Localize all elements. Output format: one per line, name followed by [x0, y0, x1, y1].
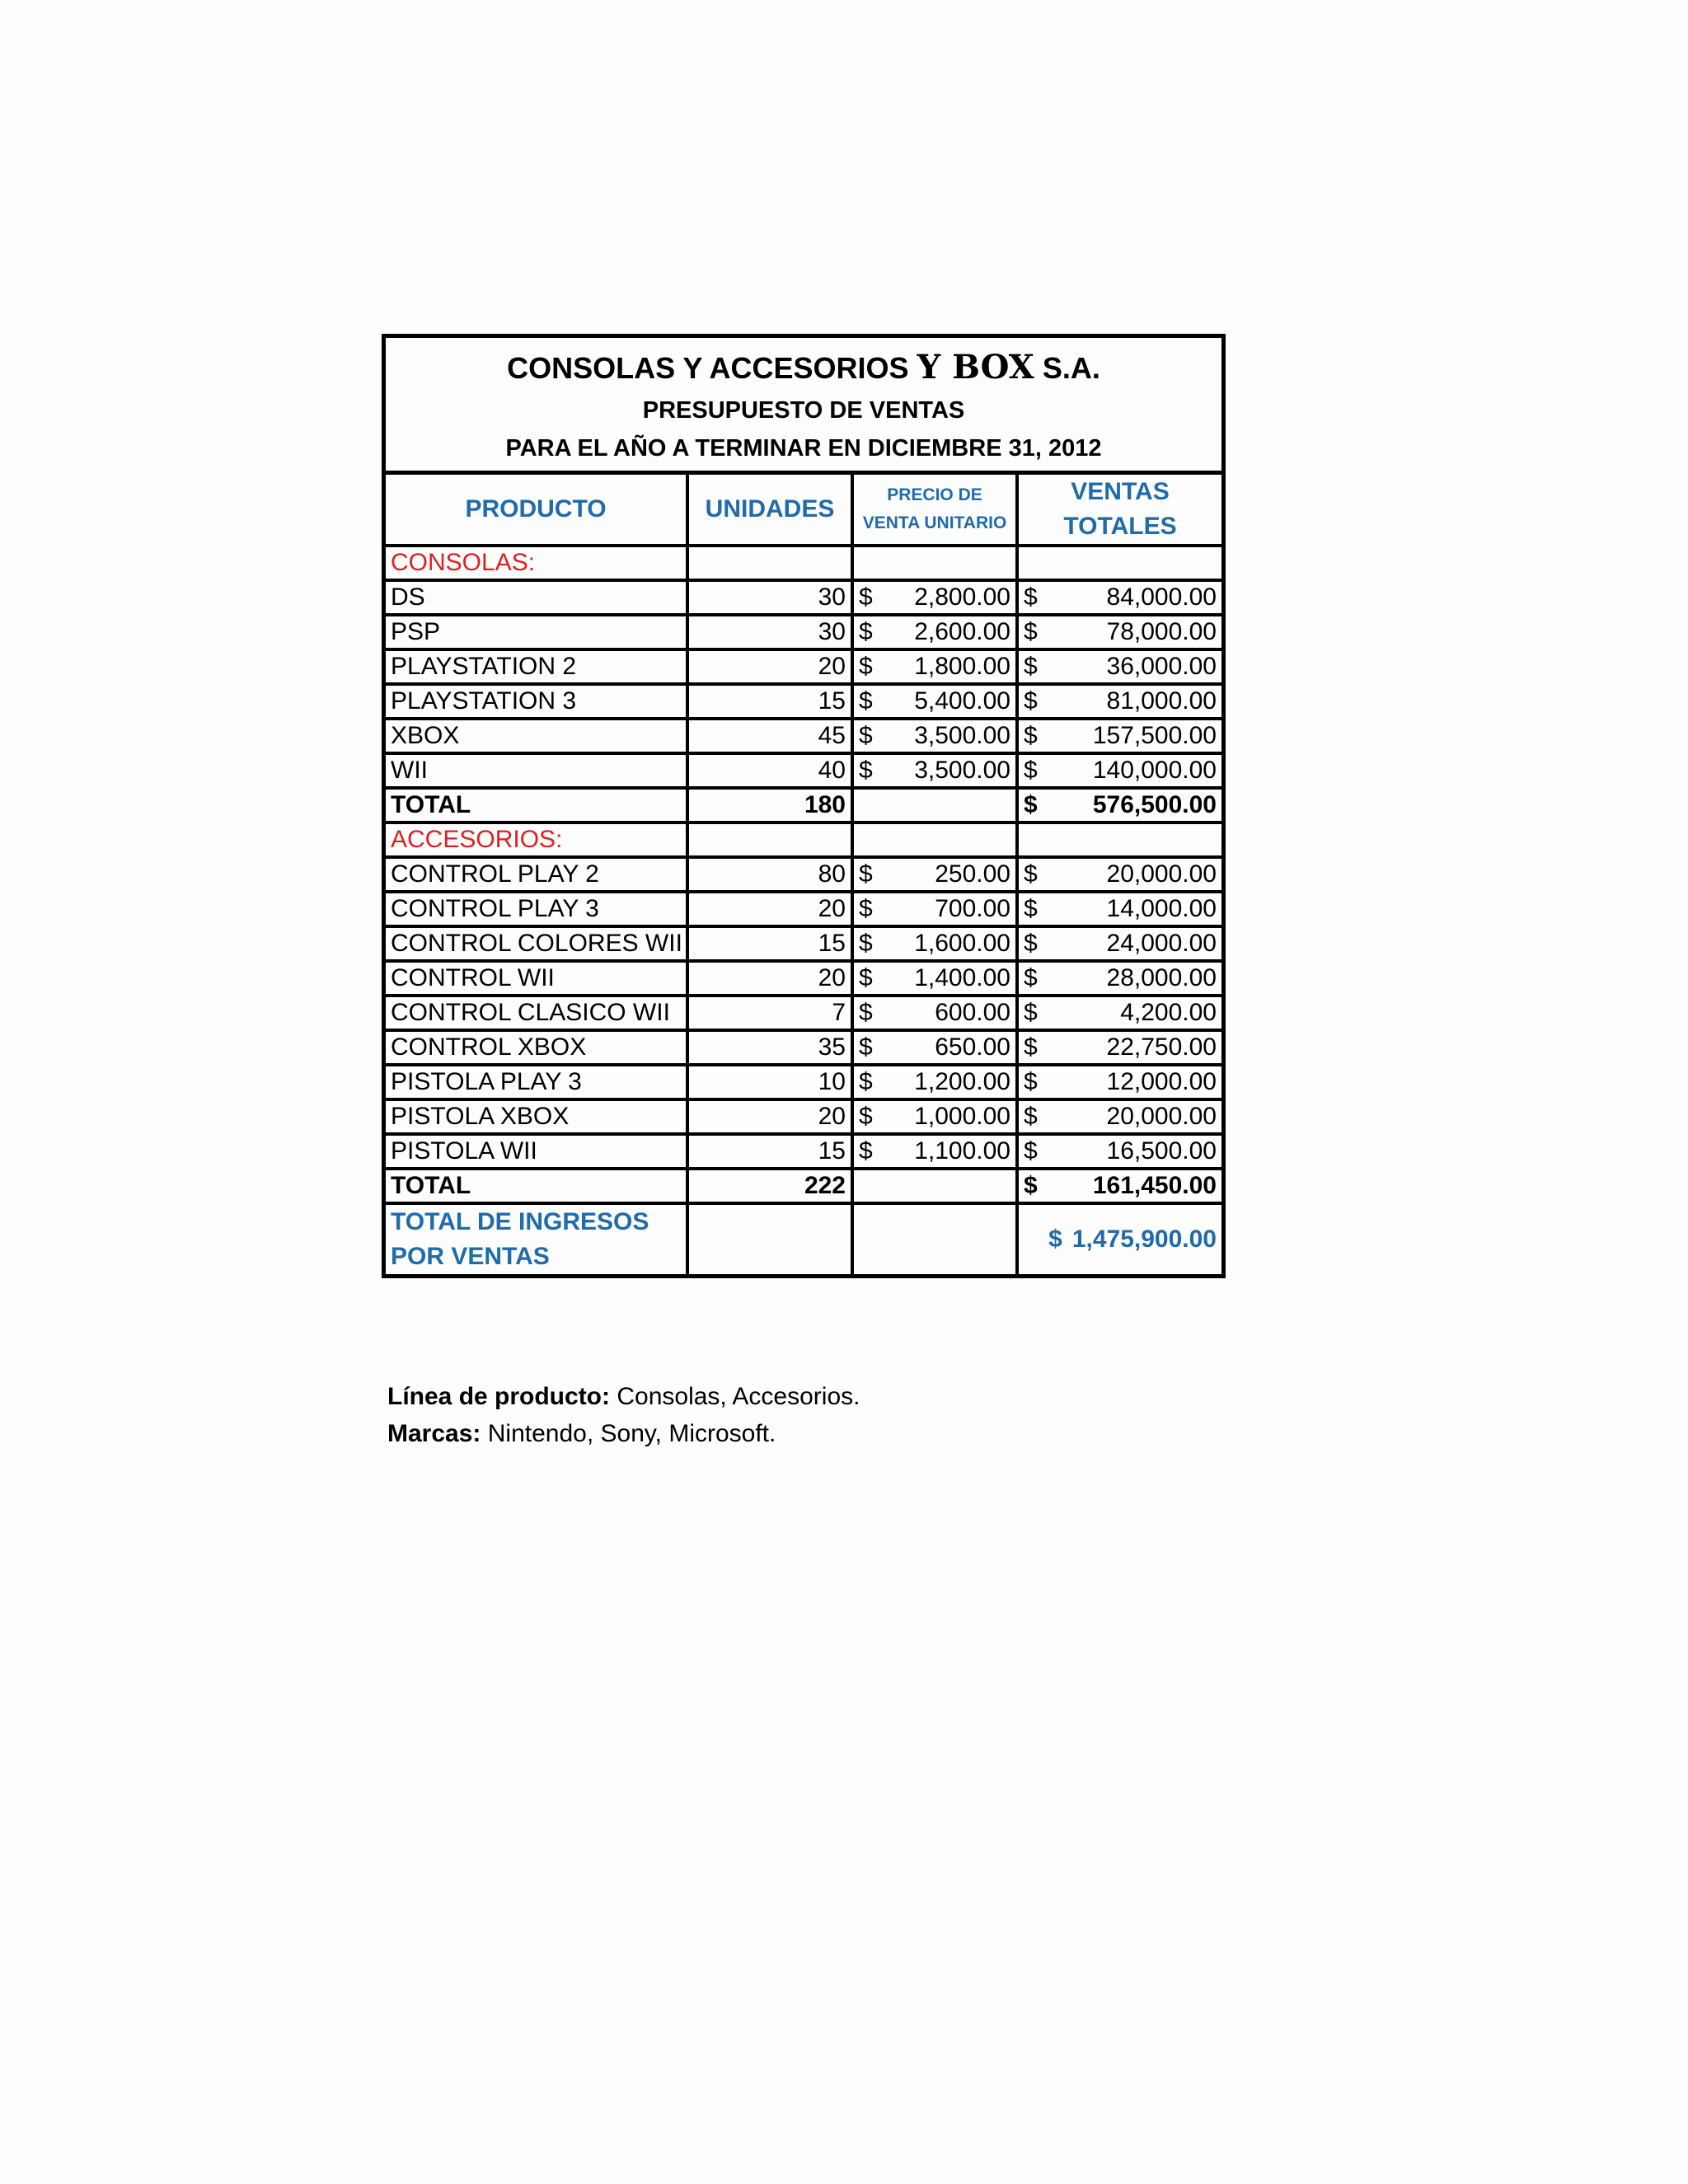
- total-sales-cell: [1017, 649, 1221, 684]
- total-sales-cell-value: 78,000.00: [1106, 618, 1217, 645]
- currency-symbol: $: [859, 860, 873, 888]
- product-cell: CONTROL PLAY 3: [386, 892, 687, 926]
- empty-cell: [687, 1203, 852, 1274]
- currency-symbol: $: [1024, 860, 1038, 888]
- empty-cell: [852, 788, 1017, 823]
- table-row: [386, 926, 1221, 961]
- currency-symbol: $: [859, 653, 873, 680]
- product-cell: DS: [386, 580, 687, 615]
- unit-price-cell-value: 1,100.00: [914, 1137, 1010, 1165]
- units-cell: 35: [687, 1030, 852, 1065]
- report-period: PARA EL AÑO A TERMINAR EN DICIEMBRE 31, 2012: [505, 435, 1102, 462]
- product-cell: PLAYSTATION 3: [386, 684, 687, 719]
- total-sales-cell: [1017, 1065, 1221, 1099]
- table-row: [386, 1030, 1221, 1065]
- total-sales-cell: [1017, 1030, 1221, 1065]
- product-cell: WII: [386, 753, 687, 788]
- table-row: [386, 1134, 1221, 1169]
- unit-price-cell: [852, 753, 1017, 788]
- table-row: [386, 684, 1221, 719]
- total-sales-cell: [1017, 719, 1221, 753]
- col-header-ventas: VENTAS TOTALES: [1017, 475, 1221, 546]
- table-row: [386, 580, 1221, 615]
- currency-symbol: $: [859, 687, 873, 715]
- unit-price-cell-value: 650.00: [935, 1033, 1010, 1061]
- units-cell: 80: [687, 857, 852, 892]
- currency-symbol: $: [1024, 791, 1038, 818]
- total-sales-cell-value: 84,000.00: [1106, 583, 1217, 611]
- section-label: CONSOLAS:: [386, 546, 687, 580]
- total-sales-cell: [1017, 892, 1221, 926]
- unit-price-cell-value: 2,600.00: [914, 618, 1010, 645]
- total-sales-cell-value: 4,200.00: [1120, 999, 1217, 1026]
- product-cell: CONTROL COLORES WII: [386, 926, 687, 961]
- subtotal-row-consolas: [386, 788, 1221, 823]
- empty-cell: [687, 823, 852, 857]
- currency-symbol: $: [1024, 722, 1038, 749]
- units-cell: 20: [687, 961, 852, 996]
- currency-symbol: $: [859, 583, 873, 611]
- currency-symbol: $: [859, 895, 873, 922]
- total-sales-cell: [1017, 684, 1221, 719]
- units-cell: 15: [687, 926, 852, 961]
- currency-symbol: $: [1024, 1137, 1038, 1165]
- note-label: Línea de producto:: [387, 1383, 610, 1410]
- subtotal-units: 222: [687, 1169, 852, 1203]
- subtotal-sales-value: 576,500.00: [1092, 791, 1217, 818]
- unit-price-cell: [852, 1030, 1017, 1065]
- total-sales-cell-value: 12,000.00: [1106, 1068, 1217, 1095]
- currency-symbol: $: [1024, 1172, 1038, 1199]
- currency-symbol: $: [859, 999, 873, 1026]
- product-cell: PISTOLA XBOX: [386, 1099, 687, 1134]
- note-value: Consolas, Accesorios.: [617, 1383, 860, 1410]
- total-sales-cell: [1017, 1134, 1221, 1169]
- empty-cell: [1017, 546, 1221, 580]
- unit-price-cell-value: 250.00: [935, 860, 1010, 888]
- currency-symbol: $: [859, 1068, 873, 1095]
- unit-price-cell-value: 3,500.00: [914, 757, 1010, 784]
- unit-price-cell: [852, 857, 1017, 892]
- unit-price-cell-value: 1,800.00: [914, 653, 1010, 680]
- product-cell: CONTROL CLASICO WII: [386, 996, 687, 1030]
- grand-total-row: [386, 1203, 1221, 1274]
- unit-price-cell: [852, 580, 1017, 615]
- unit-price-cell: [852, 1065, 1017, 1099]
- note-brands: [387, 1415, 860, 1452]
- currency-symbol: $: [1024, 687, 1038, 715]
- table-row: [386, 857, 1221, 892]
- total-sales-cell: [1017, 926, 1221, 961]
- currency-symbol: $: [859, 1137, 873, 1165]
- title-block: [386, 338, 1221, 475]
- total-sales-cell: [1017, 753, 1221, 788]
- col-header-producto: PRODUCTO: [386, 475, 687, 546]
- table-row: [386, 719, 1221, 753]
- currency-symbol: $: [1024, 653, 1038, 680]
- section-label: ACCESORIOS:: [386, 823, 687, 857]
- empty-cell: [687, 546, 852, 580]
- unit-price-cell-value: 3,500.00: [914, 722, 1010, 749]
- total-sales-cell-value: 20,000.00: [1106, 860, 1217, 888]
- product-cell: PISTOLA WII: [386, 1134, 687, 1169]
- total-sales-cell: [1017, 615, 1221, 649]
- currency-symbol: $: [859, 757, 873, 784]
- empty-cell: [852, 823, 1017, 857]
- total-sales-cell-value: 20,000.00: [1106, 1103, 1217, 1130]
- table-row: [386, 892, 1221, 926]
- unit-price-cell: [852, 961, 1017, 996]
- currency-symbol: $: [1024, 618, 1038, 645]
- units-cell: 30: [687, 615, 852, 649]
- unit-price-cell: [852, 719, 1017, 753]
- company-name: CONSOLAS Y ACCESORIOS: [507, 351, 909, 385]
- total-sales-cell: [1017, 857, 1221, 892]
- units-cell: 15: [687, 1134, 852, 1169]
- currency-symbol: $: [1024, 757, 1038, 784]
- units-cell: 10: [687, 1065, 852, 1099]
- currency-symbol: $: [859, 964, 873, 991]
- empty-cell: [852, 1203, 1017, 1274]
- table-header-row: [386, 475, 1221, 546]
- col-header-unidades: UNIDADES: [687, 475, 852, 546]
- product-cell: PLAYSTATION 2: [386, 649, 687, 684]
- unit-price-cell: [852, 615, 1017, 649]
- subtotal-row-accesorios: [386, 1169, 1221, 1203]
- sales-table: [386, 475, 1221, 1274]
- table-row: [386, 753, 1221, 788]
- total-sales-cell: [1017, 580, 1221, 615]
- subtotal-label: TOTAL: [386, 1169, 687, 1203]
- unit-price-cell: [852, 892, 1017, 926]
- subtotal-label: TOTAL: [386, 788, 687, 823]
- table-row: [386, 615, 1221, 649]
- unit-price-cell: [852, 926, 1017, 961]
- currency-symbol: $: [1024, 1068, 1038, 1095]
- table-row: [386, 1099, 1221, 1134]
- section-row-accesorios: [386, 823, 1221, 857]
- total-sales-cell-value: 14,000.00: [1106, 895, 1217, 922]
- product-cell: PSP: [386, 615, 687, 649]
- currency-symbol: $: [1024, 1033, 1038, 1061]
- total-sales-cell-value: 140,000.00: [1092, 757, 1217, 784]
- table-row: [386, 996, 1221, 1030]
- currency-symbol: $: [1024, 1103, 1038, 1130]
- currency-symbol: $: [859, 930, 873, 957]
- units-cell: 45: [687, 719, 852, 753]
- units-cell: 7: [687, 996, 852, 1030]
- unit-price-cell: [852, 1134, 1017, 1169]
- company-title: [386, 344, 1221, 391]
- grand-total-amount: [1017, 1203, 1221, 1274]
- note-product-line: [387, 1378, 860, 1415]
- empty-cell: [852, 546, 1017, 580]
- currency-symbol: $: [1024, 930, 1038, 957]
- table-row: [386, 961, 1221, 996]
- currency-symbol: $: [859, 1103, 873, 1130]
- units-cell: 30: [687, 580, 852, 615]
- unit-price-cell-value: 600.00: [935, 999, 1010, 1026]
- product-cell: PISTOLA PLAY 3: [386, 1065, 687, 1099]
- note-value: Nintendo, Sony, Microsoft.: [487, 1420, 776, 1447]
- currency-symbol: $: [1024, 895, 1038, 922]
- currency-symbol: $: [859, 618, 873, 645]
- total-sales-cell-value: 24,000.00: [1106, 930, 1217, 957]
- unit-price-cell-value: 2,800.00: [914, 583, 1010, 611]
- currency-symbol: $: [1024, 999, 1038, 1026]
- total-sales-cell: [1017, 996, 1221, 1030]
- unit-price-cell-value: 5,400.00: [914, 687, 1010, 715]
- empty-cell: [852, 1169, 1017, 1203]
- unit-price-cell: [852, 684, 1017, 719]
- report-title: PRESUPUESTO DE VENTAS: [642, 397, 965, 424]
- total-sales-cell-value: 16,500.00: [1106, 1137, 1217, 1165]
- company-suffix: S.A.: [1042, 351, 1100, 385]
- currency-symbol: $: [1024, 964, 1038, 991]
- product-cell: CONTROL WII: [386, 961, 687, 996]
- units-cell: 20: [687, 649, 852, 684]
- units-cell: 20: [687, 1099, 852, 1134]
- total-sales-cell-value: 81,000.00: [1106, 687, 1217, 715]
- currency-symbol: $: [1024, 583, 1038, 611]
- note-label: Marcas:: [387, 1420, 481, 1447]
- subtotal-sales: [1017, 1169, 1221, 1203]
- subtotal-units: 180: [687, 788, 852, 823]
- total-sales-cell: [1017, 1099, 1221, 1134]
- grand-total-label: TOTAL DE INGRESOS POR VENTAS: [386, 1203, 687, 1274]
- unit-price-cell-value: 700.00: [935, 895, 1010, 922]
- unit-price-cell-value: 1,200.00: [914, 1068, 1010, 1095]
- subtotal-sales-value: 161,450.00: [1092, 1172, 1217, 1199]
- table-row: [386, 649, 1221, 684]
- units-cell: 40: [687, 753, 852, 788]
- unit-price-cell: [852, 649, 1017, 684]
- empty-cell: [1017, 823, 1221, 857]
- currency-symbol: $: [1048, 1226, 1062, 1253]
- total-sales-cell-value: 157,500.00: [1092, 722, 1217, 749]
- units-cell: 15: [687, 684, 852, 719]
- total-sales-cell: [1017, 961, 1221, 996]
- unit-price-cell-value: 1,600.00: [914, 930, 1010, 957]
- total-sales-cell-value: 36,000.00: [1106, 653, 1217, 680]
- notes: [387, 1378, 860, 1452]
- units-cell: 20: [687, 892, 852, 926]
- table-row: [386, 1065, 1221, 1099]
- product-cell: XBOX: [386, 719, 687, 753]
- currency-symbol: $: [859, 722, 873, 749]
- col-header-precio: PRECIO DE VENTA UNITARIO: [852, 475, 1017, 546]
- product-cell: CONTROL PLAY 2: [386, 857, 687, 892]
- product-cell: CONTROL XBOX: [386, 1030, 687, 1065]
- subtotal-sales: [1017, 788, 1221, 823]
- section-row-consolas: [386, 546, 1221, 580]
- unit-price-cell: [852, 996, 1017, 1030]
- grand-total-amount-value: 1,475,900.00: [1071, 1226, 1217, 1253]
- currency-symbol: $: [859, 1033, 873, 1061]
- unit-price-cell: [852, 1099, 1017, 1134]
- total-sales-cell-value: 28,000.00: [1106, 964, 1217, 991]
- unit-price-cell-value: 1,400.00: [914, 964, 1010, 991]
- budget-table-frame: [382, 334, 1226, 1278]
- brand-logo-text: Y BOX: [917, 348, 1034, 387]
- unit-price-cell-value: 1,000.00: [914, 1103, 1010, 1130]
- total-sales-cell-value: 22,750.00: [1106, 1033, 1217, 1061]
